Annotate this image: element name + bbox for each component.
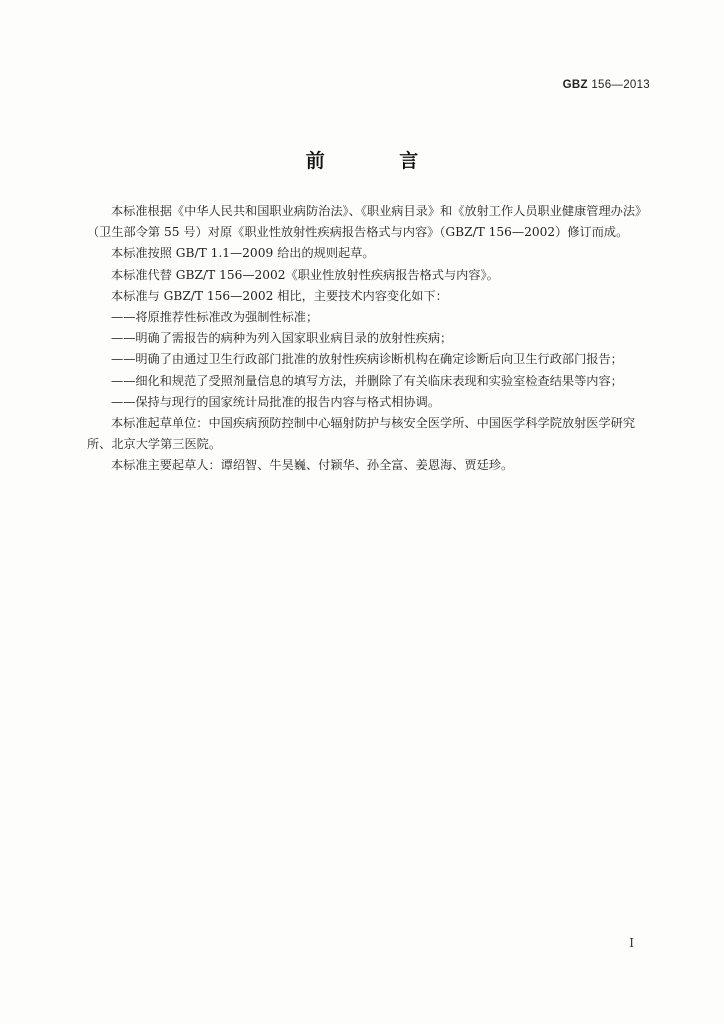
paragraph-line: ——将原推荐性标准改为强制性标准；	[111, 310, 319, 325]
change-item-5	[87, 392, 653, 413]
paragraph-line: 本标准按照 GB/T 1.1—2009 给出的规则起草。	[111, 246, 375, 261]
paragraph-line: ——明确了需报告的病种为列入国家职业病目录的放射性疾病；	[111, 331, 453, 346]
paragraph-drafting-rule	[87, 243, 653, 264]
change-item-4	[87, 371, 653, 392]
foreword-body	[87, 201, 653, 477]
standard-code	[563, 79, 650, 91]
paragraph-line: 本标准代替 GBZ/T 156—2002《职业性放射性疾病报告格式与内容》。	[111, 267, 499, 282]
page-title: 前 言	[305, 150, 453, 172]
change-item-3	[87, 349, 653, 370]
paragraph-drafting-units	[87, 413, 653, 455]
standard-number: 156—2013	[591, 79, 650, 91]
change-item-2	[87, 328, 653, 349]
paragraph-line: （卫生部令第 55 号）对原《职业性放射性疾病报告格式与内容》（GBZ/T 156—2002）修订而成。	[87, 225, 629, 240]
paragraph-line: ——明确了由通过卫生行政部门批准的放射性疾病诊断机构在确定诊断后向卫生行政部门报告；	[111, 352, 623, 367]
paragraph-line: ——保持与现行的国家统计局批准的报告内容与格式相协调。	[111, 394, 441, 409]
standard-prefix: GBZ	[562, 79, 588, 91]
paragraph-line: 本标准起草单位：中国疾病预防控制中心辐射防护与核安全医学所、中国医学科学院放射医学研究	[111, 416, 636, 431]
paragraph-line: 本标准主要起草人：谭绍智、牛昊巍、付颖华、孙全富、姜恩海、贾廷珍。	[111, 458, 514, 473]
page-number: I	[629, 936, 634, 950]
paragraph-replaces	[87, 265, 653, 286]
paragraph-line: ——细化和规范了受照剂量信息的填写方法，并删除了有关临床表现和实验室检查结果等内容；	[111, 373, 623, 388]
change-item-1	[87, 307, 653, 328]
paragraph-line: 本标准根据《中华人民共和国职业病防治法》、《职业病目录》和《放射工作人员职业健康管理办法》	[111, 204, 648, 218]
paragraph-drafters	[87, 455, 653, 476]
paragraph-line: 所、北京大学第三医院。	[87, 437, 222, 452]
paragraph-changes-intro	[87, 286, 653, 307]
paragraph-line: 本标准与 GBZ/T 156—2002 相比，主要技术内容变化如下：	[111, 288, 448, 303]
paragraph-basis	[87, 201, 653, 243]
